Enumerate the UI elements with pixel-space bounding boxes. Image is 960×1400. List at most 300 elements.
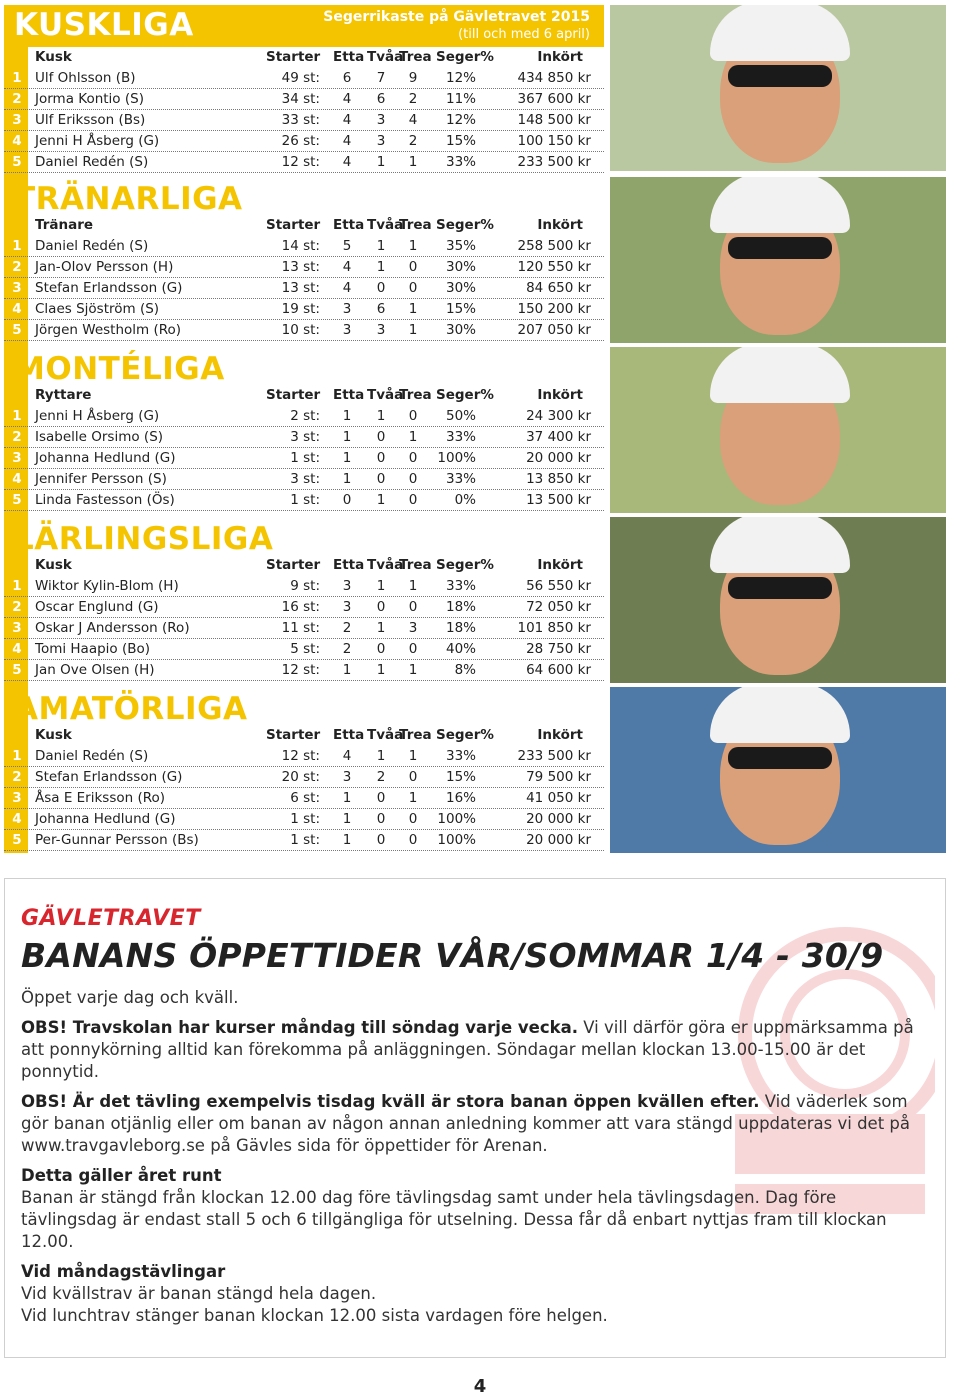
driver-portrait-2 (610, 177, 946, 343)
cell-seger: 33% (445, 471, 476, 487)
table-row (4, 830, 604, 851)
cell-seger: 33% (445, 429, 476, 445)
table-row (4, 639, 604, 660)
cell-inkort: 150 200 kr (517, 301, 591, 317)
cell-starter: 11 st: (281, 620, 320, 636)
rank-number: 2 (12, 259, 22, 275)
helmet-shape (710, 5, 850, 61)
cell-trea: 0 (408, 259, 418, 275)
rank-number: 1 (12, 70, 22, 86)
cell-name: Oscar Englund (G) (35, 599, 159, 615)
rank-number: 4 (12, 811, 22, 827)
cell-starter: 12 st: (281, 154, 320, 170)
cell-starter: 10 st: (281, 322, 320, 338)
cell-tvaa: 3 (376, 112, 386, 128)
cell-inkort: 72 050 kr (526, 599, 591, 615)
travskolan-paragraph (21, 1017, 926, 1083)
table-header (4, 215, 604, 236)
cell-seger: 15% (445, 301, 476, 317)
cell-starter: 49 st: (281, 70, 320, 86)
rank-number: 3 (12, 450, 22, 466)
rank-number: 1 (12, 408, 22, 424)
cell-name: Åsa E Eriksson (Ro) (35, 790, 166, 806)
cell-seger: 12% (445, 112, 476, 128)
cell-name: Jenni H Åsberg (G) (35, 408, 160, 424)
amateur-portrait-5 (610, 687, 946, 853)
table-row (4, 236, 604, 257)
cell-tvaa: 1 (376, 748, 386, 764)
cell-inkort: 233 500 kr (517, 748, 591, 764)
cell-etta: 1 (342, 471, 352, 487)
table-row (4, 89, 604, 110)
cell-tvaa: 1 (376, 662, 386, 678)
column-header: Inkört (537, 49, 583, 65)
cell-name: Jorma Kontio (S) (35, 91, 144, 107)
cell-trea: 0 (408, 641, 418, 657)
league-tables-panel (4, 5, 946, 853)
cell-starter: 16 st: (281, 599, 320, 615)
column-header: Trea (399, 557, 432, 573)
table-row (4, 660, 604, 681)
column-header: Seger% (436, 727, 494, 743)
header-bar (4, 5, 604, 47)
column-header: Starter (266, 557, 321, 573)
cell-tvaa: 1 (376, 238, 386, 254)
rank-number: 3 (12, 620, 22, 636)
cell-tvaa: 1 (376, 578, 386, 594)
cell-trea: 1 (408, 238, 418, 254)
cell-etta: 1 (342, 450, 352, 466)
race-evening-text: Vid väderlek som gör banan otjänlig eller om banan av någon annan anledning kommer att vara stängd uppdateras vi det på www.travgavleborg.se på Gävles sida för öppettider för Arenan. (21, 1092, 911, 1155)
sunglasses-shape (728, 747, 832, 769)
cell-trea: 1 (408, 429, 418, 445)
cell-inkort: 37 400 kr (526, 429, 591, 445)
table-row (4, 152, 604, 173)
column-header: Trea (399, 217, 432, 233)
cell-inkort: 434 850 kr (517, 70, 591, 86)
sunglasses-shape (728, 237, 832, 259)
table-row (4, 490, 604, 511)
cell-name: Johanna Hedlund (G) (35, 450, 176, 466)
page-title: KUSKLIGA (14, 7, 194, 43)
cell-name: Tomi Haapio (Bo) (35, 641, 151, 657)
cell-tvaa: 1 (376, 154, 386, 170)
cell-starter: 12 st: (281, 662, 320, 678)
rank-number: 1 (12, 578, 22, 594)
cell-seger: 15% (445, 133, 476, 149)
cell-inkort: 28 750 kr (526, 641, 591, 657)
cell-starter: 2 st: (290, 408, 320, 424)
cell-seger: 11% (445, 91, 476, 107)
table-row (4, 767, 604, 788)
cell-seger: 35% (445, 238, 476, 254)
cell-trea: 1 (408, 322, 418, 338)
cell-tvaa: 0 (376, 280, 386, 296)
cell-trea: 2 (408, 133, 418, 149)
rank-number: 5 (12, 154, 22, 170)
cell-etta: 4 (342, 154, 352, 170)
opening-hours-box (4, 878, 946, 1358)
cell-seger: 0% (454, 492, 476, 508)
cell-inkort: 84 650 kr (526, 280, 591, 296)
cell-seger: 33% (445, 154, 476, 170)
cell-name: Ulf Ohlsson (B) (35, 70, 136, 86)
cell-inkort: 64 600 kr (526, 662, 591, 678)
column-header: Etta (333, 727, 365, 743)
cell-trea: 3 (408, 620, 418, 636)
cell-starter: 3 st: (290, 429, 320, 445)
cell-inkort: 20 000 kr (526, 450, 591, 466)
rank-number: 5 (12, 662, 22, 678)
monday-evening-text: Vid kvällstrav är banan stängd hela dagen. (21, 1284, 377, 1303)
cell-trea: 4 (408, 112, 418, 128)
column-header: Starter (266, 387, 321, 403)
column-header: Tvåa (367, 49, 404, 65)
cell-trea: 0 (408, 471, 418, 487)
cell-tvaa: 0 (376, 471, 386, 487)
table-row (4, 131, 604, 152)
cell-inkort: 13 850 kr (526, 471, 591, 487)
cell-name: Jan Ove Olsen (H) (35, 662, 155, 678)
cell-starter: 14 st: (281, 238, 320, 254)
helmet-shape (710, 177, 850, 233)
cell-name: Daniel Redén (S) (35, 238, 149, 254)
opening-hours-heading: BANANS ÖPPETTIDER VÅR/SOMMAR 1/4 - 30/9 (21, 936, 884, 975)
helmet-shape (710, 517, 850, 573)
cell-trea: 1 (408, 154, 418, 170)
rank-number: 2 (12, 599, 22, 615)
cell-tvaa: 0 (376, 599, 386, 615)
cell-trea: 1 (408, 578, 418, 594)
cell-seger: 100% (437, 832, 476, 848)
column-header: Etta (333, 557, 365, 573)
cell-inkort: 79 500 kr (526, 769, 591, 785)
column-header: Etta (333, 217, 365, 233)
monday-heading: Vid måndagstävlingar (21, 1262, 226, 1281)
column-header: Starter (266, 217, 321, 233)
table-row (4, 469, 604, 490)
cell-tvaa: 0 (376, 429, 386, 445)
cell-seger: 8% (454, 662, 476, 678)
cell-etta: 1 (342, 662, 352, 678)
cell-trea: 0 (408, 492, 418, 508)
rank-number: 5 (12, 832, 22, 848)
cell-tvaa: 1 (376, 492, 386, 508)
cell-etta: 4 (342, 112, 352, 128)
cell-etta: 3 (342, 599, 352, 615)
cell-seger: 33% (445, 748, 476, 764)
cell-name: Claes Sjöström (S) (35, 301, 160, 317)
cell-inkort: 148 500 kr (517, 112, 591, 128)
cell-starter: 34 st: (281, 91, 320, 107)
table-row (4, 788, 604, 809)
column-header: Starter (266, 727, 321, 743)
column-header: Seger% (436, 387, 494, 403)
cell-etta: 1 (342, 811, 352, 827)
cell-trea: 0 (408, 832, 418, 848)
cell-starter: 6 st: (290, 790, 320, 806)
league-tables (4, 5, 609, 853)
rank-number: 2 (12, 91, 22, 107)
rank-number: 5 (12, 492, 22, 508)
table-row (4, 320, 604, 341)
cell-name: Isabelle Orsimo (S) (35, 429, 164, 445)
rank-number: 4 (12, 301, 22, 317)
cell-name: Per-Gunnar Persson (Bs) (35, 832, 199, 848)
cell-name: Johanna Hedlund (G) (35, 811, 176, 827)
column-header: Inkört (537, 217, 583, 233)
column-header: Inkört (537, 387, 583, 403)
cell-seger: 15% (445, 769, 476, 785)
travskolan-text: Vi vill därför göra er uppmärksamma på att ponnykörning alltid kan förekomma på anläggningen. Söndagar mellan klockan 13.00-15.00 är det ponnytid. (21, 1018, 914, 1081)
rank-number: 2 (12, 769, 22, 785)
cell-etta: 4 (342, 91, 352, 107)
table-header (4, 47, 604, 68)
cell-tvaa: 0 (376, 641, 386, 657)
cell-etta: 5 (342, 238, 352, 254)
cell-starter: 1 st: (290, 832, 320, 848)
cell-etta: 2 (342, 620, 352, 636)
cell-tvaa: 1 (376, 620, 386, 636)
year-round-paragraph (21, 1165, 926, 1253)
cell-seger: 30% (445, 322, 476, 338)
cell-tvaa: 0 (376, 811, 386, 827)
column-header: Starter (266, 49, 321, 65)
cell-name: Ulf Eriksson (Bs) (35, 112, 146, 128)
cell-seger: 30% (445, 280, 476, 296)
cell-name: Stefan Erlandsson (G) (35, 769, 183, 785)
cell-trea: 0 (408, 408, 418, 424)
cell-etta: 4 (342, 280, 352, 296)
league-title: MONTÉLIGA (14, 351, 225, 387)
cell-seger: 12% (445, 70, 476, 86)
cell-tvaa: 0 (376, 450, 386, 466)
cell-tvaa: 1 (376, 408, 386, 424)
column-header: Tvåa (367, 217, 404, 233)
table-row (4, 576, 604, 597)
cell-etta: 2 (342, 641, 352, 657)
table-row (4, 618, 604, 639)
cell-starter: 19 st: (281, 301, 320, 317)
cell-etta: 4 (342, 748, 352, 764)
year-round-heading: Detta gäller året runt (21, 1166, 222, 1185)
cell-etta: 1 (342, 429, 352, 445)
cell-etta: 4 (342, 259, 352, 275)
cell-trea: 9 (408, 70, 418, 86)
table-row (4, 448, 604, 469)
rank-number: 3 (12, 112, 22, 128)
cell-starter: 1 st: (290, 811, 320, 827)
cell-trea: 0 (408, 599, 418, 615)
opening-line: Öppet varje dag och kväll. (21, 988, 239, 1007)
cell-etta: 3 (342, 578, 352, 594)
cell-name: Wiktor Kylin-Blom (H) (35, 578, 179, 594)
league-title: AMATÖRLIGA (14, 691, 248, 727)
table-row (4, 746, 604, 767)
cell-inkort: 24 300 kr (526, 408, 591, 424)
cell-seger: 100% (437, 811, 476, 827)
driver-portrait-1 (610, 5, 946, 171)
cell-starter: 5 st: (290, 641, 320, 657)
cell-tvaa: 0 (376, 832, 386, 848)
league-title: LÄRLINGSLIGA (14, 521, 274, 557)
rank-number: 4 (12, 471, 22, 487)
race-evening-paragraph (21, 1091, 926, 1157)
cell-seger: 18% (445, 599, 476, 615)
cell-name: Jan-Olov Persson (H) (35, 259, 174, 275)
cell-etta: 1 (342, 790, 352, 806)
cell-etta: 3 (342, 769, 352, 785)
column-header: Kusk (35, 49, 72, 65)
column-header: Seger% (436, 49, 494, 65)
cell-inkort: 101 850 kr (517, 620, 591, 636)
cell-inkort: 233 500 kr (517, 154, 591, 170)
cell-inkort: 207 050 kr (517, 322, 591, 338)
cell-tvaa: 1 (376, 259, 386, 275)
rank-number: 1 (12, 238, 22, 254)
cell-seger: 50% (445, 408, 476, 424)
column-header: Seger% (436, 217, 494, 233)
cell-etta: 6 (342, 70, 352, 86)
rank-number: 4 (12, 133, 22, 149)
cell-seger: 40% (445, 641, 476, 657)
cell-trea: 0 (408, 769, 418, 785)
cell-starter: 13 st: (281, 280, 320, 296)
cell-seger: 16% (445, 790, 476, 806)
table-row (4, 257, 604, 278)
cell-tvaa: 0 (376, 790, 386, 806)
cell-starter: 26 st: (281, 133, 320, 149)
cell-starter: 1 st: (290, 450, 320, 466)
cell-inkort: 20 000 kr (526, 811, 591, 827)
cell-trea: 1 (408, 790, 418, 806)
cell-seger: 100% (437, 450, 476, 466)
cell-etta: 3 (342, 301, 352, 317)
cell-etta: 1 (342, 408, 352, 424)
cell-trea: 0 (408, 811, 418, 827)
subtitle-text: Segerrikaste på Gävletravet 2015 (323, 9, 590, 25)
cell-trea: 1 (408, 301, 418, 317)
subtitle-note: (till och med 6 april) (458, 27, 590, 42)
cell-starter: 3 st: (290, 471, 320, 487)
rank-number: 4 (12, 641, 22, 657)
table-row (4, 110, 604, 131)
column-header: Kusk (35, 557, 72, 573)
column-header: Trea (399, 727, 432, 743)
cell-name: Jennifer Persson (S) (35, 471, 167, 487)
monday-paragraph (21, 1261, 926, 1327)
rank-number: 2 (12, 429, 22, 445)
table-header (4, 725, 604, 746)
table-row (4, 597, 604, 618)
cell-name: Linda Fastesson (Ös) (35, 492, 175, 508)
cell-seger: 30% (445, 259, 476, 275)
cell-name: Daniel Redén (S) (35, 154, 149, 170)
table-row (4, 427, 604, 448)
cell-name: Oskar J Andersson (Ro) (35, 620, 190, 636)
venue-name: GÄVLETRAVET (21, 906, 201, 931)
cell-etta: 3 (342, 322, 352, 338)
column-header: Ryttare (35, 387, 92, 403)
table-header (4, 555, 604, 576)
sunglasses-shape (728, 577, 832, 599)
column-header: Tvåa (367, 727, 404, 743)
column-header: Trea (399, 387, 432, 403)
cell-tvaa: 6 (376, 91, 386, 107)
cell-etta: 0 (342, 492, 352, 508)
cell-name: Jenni H Åsberg (G) (35, 133, 160, 149)
cell-starter: 20 st: (281, 769, 320, 785)
cell-inkort: 258 500 kr (517, 238, 591, 254)
cell-inkort: 100 150 kr (517, 133, 591, 149)
column-header: Seger% (436, 557, 494, 573)
cell-name: Daniel Redén (S) (35, 748, 149, 764)
cell-tvaa: 7 (376, 70, 386, 86)
table-row (4, 68, 604, 89)
sunglasses-shape (728, 65, 832, 87)
cell-inkort: 56 550 kr (526, 578, 591, 594)
column-header: Tränare (35, 217, 94, 233)
header-subtitle (323, 9, 590, 43)
cell-starter: 13 st: (281, 259, 320, 275)
column-header: Trea (399, 49, 432, 65)
cell-trea: 0 (408, 280, 418, 296)
column-header: Inkört (537, 557, 583, 573)
cell-starter: 9 st: (290, 578, 320, 594)
table-row (4, 809, 604, 830)
column-header: Inkört (537, 727, 583, 743)
cell-etta: 1 (342, 832, 352, 848)
cell-trea: 1 (408, 662, 418, 678)
column-header: Etta (333, 387, 365, 403)
cell-inkort: 41 050 kr (526, 790, 591, 806)
cell-trea: 0 (408, 450, 418, 466)
table-header (4, 385, 604, 406)
race-evening-note: OBS! Är det tävling exempelvis tisdag kväll är stora banan öppen kvällen efter. (21, 1092, 760, 1111)
page-number: 4 (473, 1376, 487, 1397)
cell-seger: 18% (445, 620, 476, 636)
year-round-text: Banan är stängd från klockan 12.00 dag före tävlingsdag samt under hela tävlingsdagen. Dag före tävlingsdag är endast stall 5 och 6 tillgängliga för utselning. Dessa får då enbart nyttjas fram till klockan 12.00. (21, 1188, 887, 1251)
cell-tvaa: 6 (376, 301, 386, 317)
cell-tvaa: 2 (376, 769, 386, 785)
cell-inkort: 120 550 kr (517, 259, 591, 275)
rank-number: 3 (12, 790, 22, 806)
league-title: TRÄNARLIGA (14, 181, 243, 217)
helmet-shape (710, 347, 850, 403)
cell-inkort: 13 500 kr (526, 492, 591, 508)
rank-number: 3 (12, 280, 22, 296)
table-row (4, 278, 604, 299)
cell-seger: 33% (445, 578, 476, 594)
cell-trea: 2 (408, 91, 418, 107)
column-header: Tvåa (367, 557, 404, 573)
cell-starter: 12 st: (281, 748, 320, 764)
rank-number: 1 (12, 748, 22, 764)
cell-starter: 1 st: (290, 492, 320, 508)
cell-etta: 4 (342, 133, 352, 149)
cell-trea: 1 (408, 748, 418, 764)
cell-starter: 33 st: (281, 112, 320, 128)
cell-inkort: 20 000 kr (526, 832, 591, 848)
apprentice-portrait-4 (610, 517, 946, 683)
rank-number: 5 (12, 322, 22, 338)
helmet-shape (710, 687, 850, 743)
column-header: Etta (333, 49, 365, 65)
column-header: Tvåa (367, 387, 404, 403)
table-row (4, 406, 604, 427)
rider-portrait-3 (610, 347, 946, 513)
column-header: Kusk (35, 727, 72, 743)
